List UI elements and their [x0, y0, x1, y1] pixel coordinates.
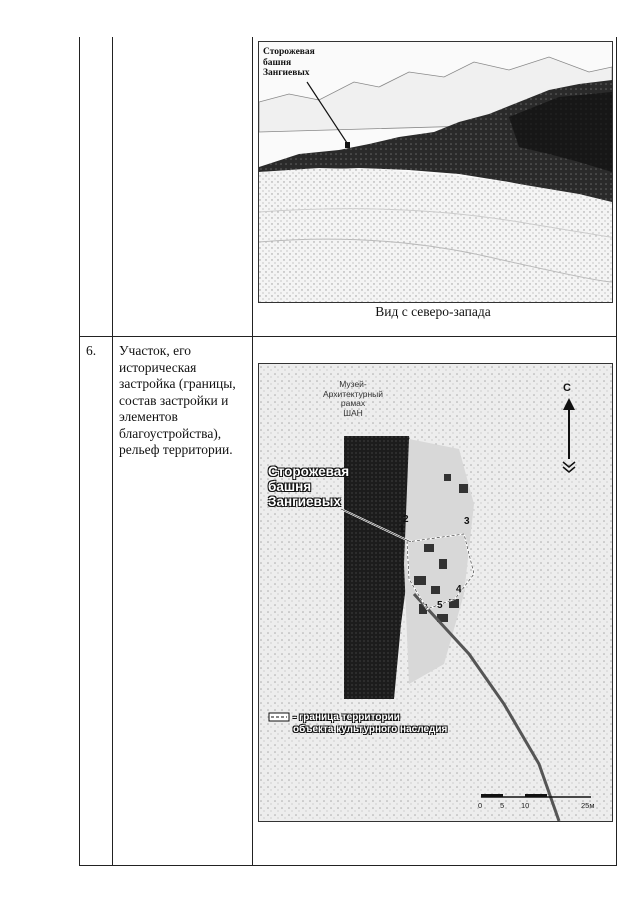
- aerial-terrain-graphic: [259, 364, 612, 821]
- row-description: Участок, его историческая застройка (границы, состав застройки и элементов благоустройства), рельеф территории.: [119, 343, 236, 457]
- tower-label-line: Зангиевых: [263, 68, 310, 78]
- mountain-landscape-graphic: [259, 42, 612, 302]
- table-border-right: [616, 37, 617, 865]
- legend-line: - граница территории: [293, 712, 400, 723]
- table-border-col2: [252, 37, 253, 865]
- point-label-3: 3: [464, 516, 470, 527]
- point-label-2: 2: [403, 514, 409, 525]
- museum-label-line: ШАН: [343, 407, 363, 418]
- table-border-col1: [112, 37, 113, 865]
- museum-label: [313, 380, 393, 418]
- map-tower-label: [268, 464, 349, 509]
- mountain-photo: [258, 41, 613, 303]
- legend-line: объекта культурного наследия: [293, 723, 448, 735]
- museum-label-line: Архитектурный: [322, 388, 384, 399]
- aerial-site-map: [258, 363, 613, 822]
- table-border-bottom: [79, 865, 617, 866]
- museum-label-line: рамах: [340, 398, 366, 408]
- boundary-legend: [293, 712, 447, 735]
- tower-label-line: башня: [263, 57, 292, 68]
- scale-label: 25м: [581, 801, 595, 810]
- table-row-divider: [79, 336, 617, 337]
- photo-caption: Вид с северо-запада: [375, 304, 491, 319]
- tower-photo-label: [263, 47, 315, 79]
- point-label-5: 5: [437, 600, 443, 611]
- scale-label: 0: [478, 801, 483, 810]
- scale-label: 5: [500, 801, 505, 810]
- point-label-1: 1: [399, 524, 405, 535]
- scale-label: 10: [521, 801, 530, 810]
- map-tower-label-line: Сторожевая: [268, 464, 350, 479]
- map-tower-label-line: Зангиевых: [268, 494, 341, 509]
- tower-label-line: Сторожевая: [263, 47, 315, 57]
- map-tower-label-line: башня: [268, 479, 312, 494]
- point-label-4: 4: [456, 584, 462, 595]
- north-arrow-label: С: [563, 382, 571, 394]
- museum-label-line: Музей-: [339, 379, 367, 389]
- row-number: 6.: [86, 343, 97, 358]
- table-border-left: [79, 37, 80, 865]
